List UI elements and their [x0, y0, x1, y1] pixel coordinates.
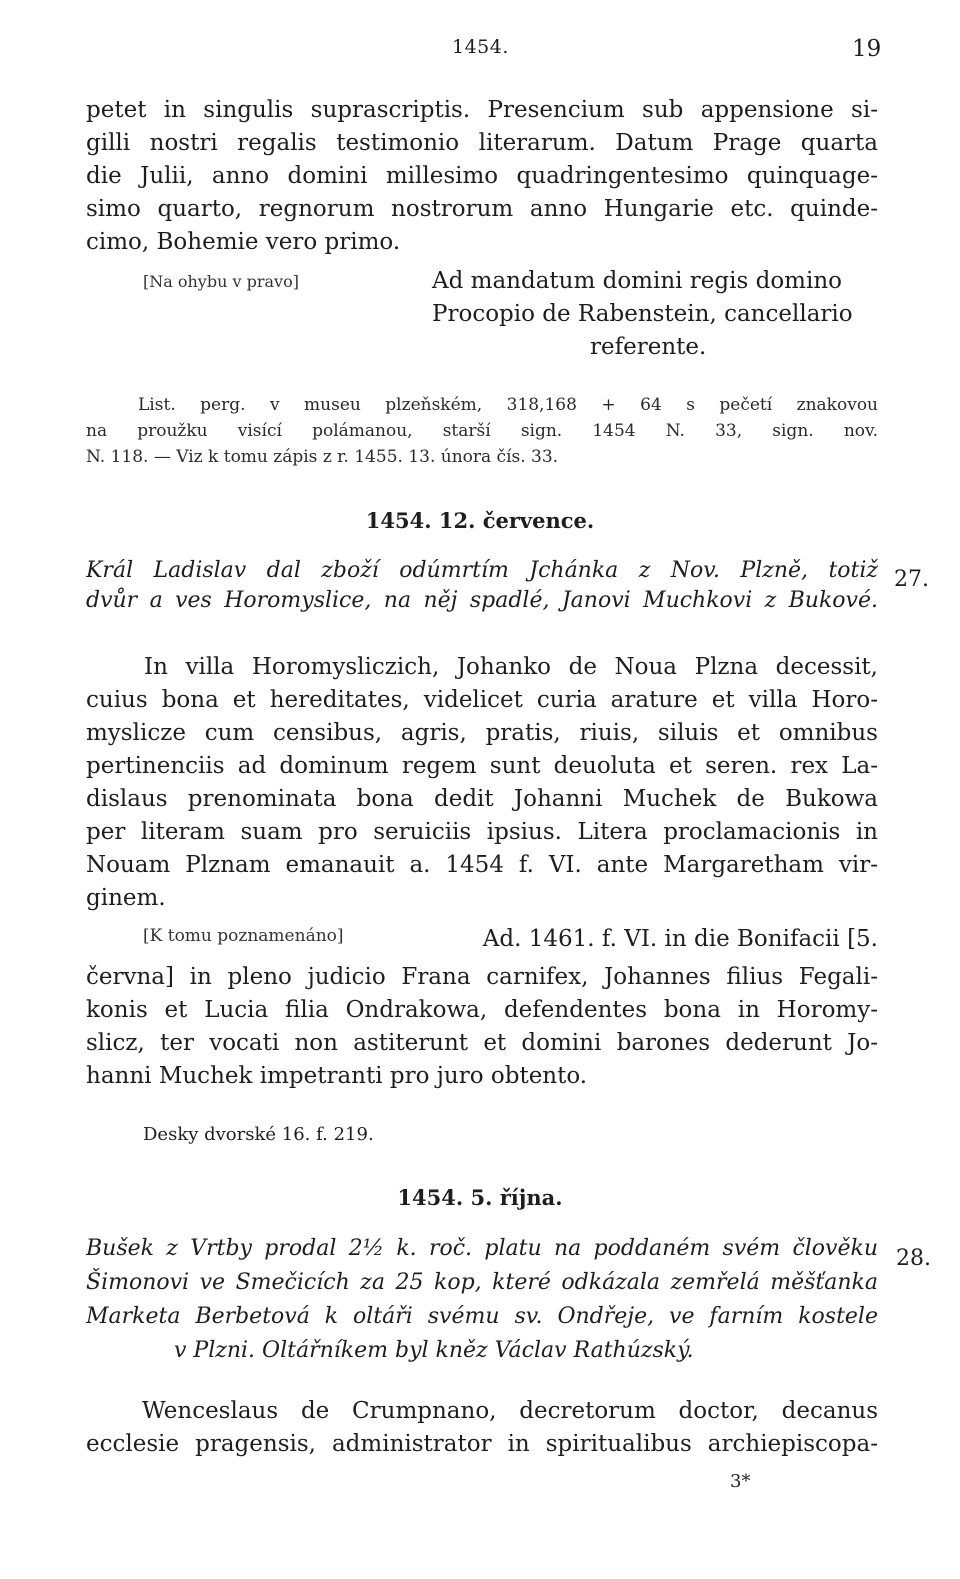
page-number: 19: [852, 36, 882, 62]
note-line: slicz, ter vocati non astiterunt et domini barones dederunt Jo-: [86, 1030, 878, 1056]
mandatum-line: referente.: [590, 334, 707, 360]
note-first-line: [143, 926, 878, 952]
signature-mark: 3*: [730, 1471, 751, 1492]
text-line: gilli nostri regalis testimonio literarum. Datum Prage quarta: [86, 130, 878, 156]
text-line: cuius bona et hereditates, videlicet curia arature et villa Horo-: [86, 687, 878, 713]
text-line: In villa Horomysliczich, Johanko de Noua Plzna decessit,: [144, 654, 878, 680]
regest-line: dvůr a ves Horomyslice, na něj spadlé, Janovi Muchkovi z Bukové.: [86, 588, 878, 613]
note-line: hanni Muchek impetranti pro juro obtento.: [86, 1063, 588, 1089]
source-line: N. 118. — Viz k tomu zápis z r. 1455. 13. února čís. 33.: [86, 447, 559, 467]
text-line: Nouam Plznam emanauit a. 1454 f. VI. ante Margaretham vir-: [86, 852, 878, 878]
mandatum-line: Ad mandatum domini regis domino: [432, 268, 843, 294]
regest-line: Král Ladislav dal zboží odúmrtím Jchánka z Nov. Plzně, totiž: [86, 558, 878, 583]
doc2-source: Desky dvorské 16. f. 219.: [143, 1124, 374, 1145]
text-line: myslicze cum censibus, agris, pratis, riuis, siluis et omnibus: [86, 720, 878, 746]
text-line: ginem.: [86, 885, 166, 911]
fold-note: [Na ohybu v pravo]: [143, 272, 299, 291]
regest-line: Šimonovi ve Smečicích za 25 kop, které odkázala zemřelá měšťanka: [86, 1270, 878, 1295]
regest-line: v Plzni. Oltářníkem byl kněz Václav Rathúzský.: [174, 1338, 694, 1363]
document-number-28: 28.: [896, 1246, 931, 1271]
text-line: pertinenciis ad dominum regem sunt deuoluta et seren. rex La-: [86, 753, 878, 779]
text-line: die Julii, anno domini millesimo quadringentesimo quinquage-: [86, 163, 878, 189]
source-line: na proužku visící polámanou, starší sign. 1454 N. 33, sign. nov.: [86, 421, 878, 441]
note-text: Ad. 1461. f. VI. in die Bonifacii [5.: [482, 926, 878, 952]
source-line: List. perg. v museu plzeňském, 318,168 + 64 s pečetí znakovou: [138, 395, 878, 415]
text-line: per literam suam pro seruiciis ipsius. Litera proclamacionis in: [86, 819, 878, 845]
text-line: cimo, Bohemie vero primo.: [86, 229, 401, 255]
mandatum-note: [432, 265, 878, 364]
date-heading-28: 1454. 5. října.: [397, 1185, 563, 1210]
mandatum-line: Procopio de Rabenstein, cancellario: [432, 301, 853, 327]
running-head-year: 1454.: [452, 36, 509, 58]
text-line: dislaus prenominata bona dedit Johanni Muchek de Bukowa: [86, 786, 878, 812]
text-line: petet in singulis suprascriptis. Presencium sub appensione si-: [86, 97, 878, 123]
document-number-27: 27.: [894, 567, 929, 592]
regest-line: Bušek z Vrtby prodal 2½ k. roč. platu na poddaném svém člověku: [86, 1236, 878, 1261]
note-bracket: [K tomu poznamenáno]: [143, 926, 344, 946]
text-line: Wenceslaus de Crumpnano, decretorum doctor, decanus: [142, 1398, 878, 1424]
note-line: června] in pleno judicio Frana carnifex, Johannes filius Fegali-: [86, 964, 878, 990]
text-line: simo quarto, regnorum nostrorum anno Hungarie etc. quinde-: [86, 196, 878, 222]
text-line: ecclesie pragensis, administrator in spiritualibus archiepiscopa-: [86, 1431, 878, 1457]
date-heading-27: 1454. 12. července.: [365, 508, 595, 533]
regest-line: Marketa Berbetová k oltáři svému sv. Ondřeje, ve farním kostele: [86, 1304, 878, 1329]
note-line: konis et Lucia filia Ondrakowa, defendentes bona in Horomy-: [86, 997, 878, 1023]
